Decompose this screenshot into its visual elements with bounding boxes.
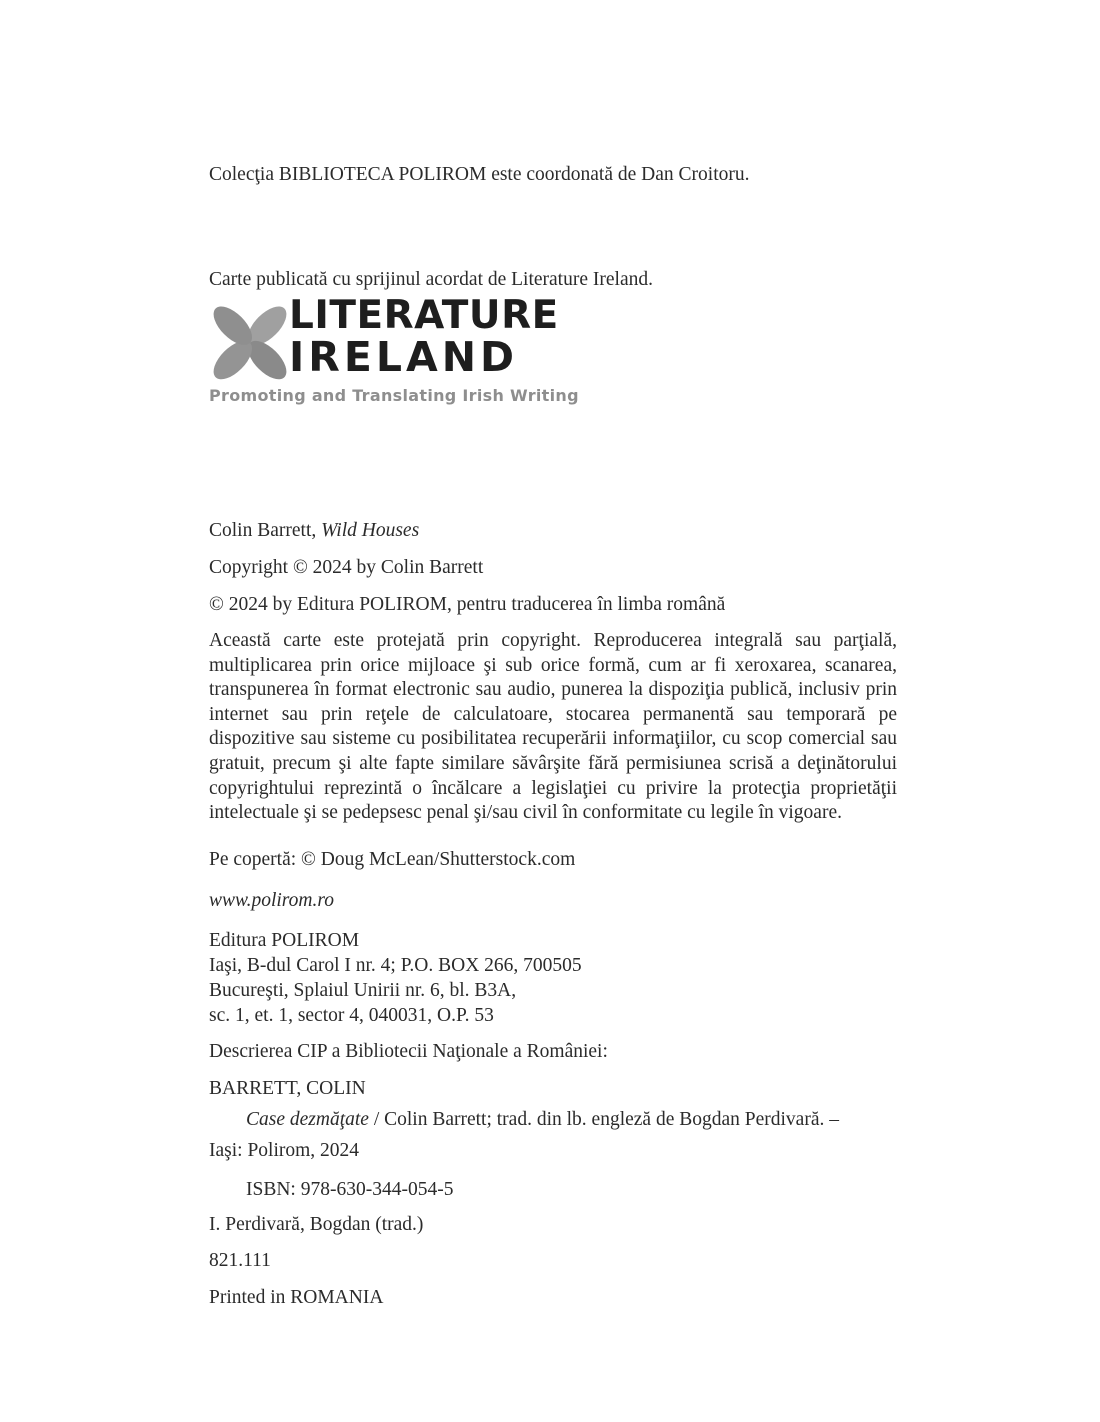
publisher-name: Editura POLIROM bbox=[209, 930, 360, 951]
logo-word-literature: LITERATURE bbox=[289, 293, 559, 338]
cip-entry-rest: / Colin Barrett; trad. din lb. engleză de Bogdan Perdivară. – bbox=[368, 1109, 839, 1130]
isbn: ISBN: 978-630-344-054-5 bbox=[246, 1179, 454, 1200]
cip-entry-line1 bbox=[209, 1107, 839, 1132]
publisher-address-1: Iaşi, B-dul Carol I nr. 4; P.O. BOX 266, 700505 bbox=[209, 955, 582, 976]
copyright-author: Copyright © 2024 by Colin Barrett bbox=[209, 557, 484, 578]
cover-credit: Pe copertă: © Doug McLean/Shutterstock.com bbox=[209, 849, 576, 870]
book-title-line bbox=[209, 518, 419, 543]
flower-icon bbox=[205, 296, 295, 388]
logo-wordmark bbox=[289, 293, 559, 381]
logo-word-ireland: IRELAND bbox=[289, 333, 519, 381]
cip-entry-line2: Iaşi: Polirom, 2024 bbox=[209, 1140, 360, 1161]
cip-heading: Descrierea CIP a Bibliotecii Naţionale a României: bbox=[209, 1041, 608, 1062]
publisher-website: www.polirom.ro bbox=[209, 890, 334, 911]
publisher-address-3: sc. 1, et. 1, sector 4, 040031, O.P. 53 bbox=[209, 1005, 494, 1026]
cip-udc-number: 821.111 bbox=[209, 1250, 271, 1271]
book-title: Wild Houses bbox=[321, 520, 420, 541]
book-author: Colin Barrett, bbox=[209, 520, 322, 541]
printed-in: Printed in ROMANIA bbox=[209, 1287, 384, 1308]
support-note: Carte publicată cu sprijinul acordat de Literature Ireland. bbox=[209, 269, 653, 290]
cip-entry-title: Case dezmăţate bbox=[246, 1109, 369, 1130]
cip-translator: I. Perdivară, Bogdan (trad.) bbox=[209, 1214, 424, 1235]
cip-author: BARRETT, COLIN bbox=[209, 1078, 366, 1099]
publisher-address-block bbox=[209, 928, 582, 1028]
legal-notice: Această carte este protejată prin copyright. Reproducerea integrală sau parţială, multiplicarea prin orice mijloace şi sub orice formă, cum ar fi xeroxarea, scanarea, transpunerea în format electronic sau audio, punerea la dispoziţia publică, inclusiv prin internet sau prin reţele de calculatoare, stocarea permanentă sau temporară pe dispozitive sau sisteme cu posibilitatea recuperării informaţiilor, cu scop comercial sau gratuit, precum şi alte fapte similare săvârşite fără permisiunea scrisă a deţinătorului copyrightului reprezintă o încălcare a legislaţiei cu privire la protecţia proprietăţii intelectuale şi se pedepsesc penal şi/sau civil în conformitate cu legile în vigoare. bbox=[209, 630, 897, 824]
collection-note: Colecţia BIBLIOTECA POLIROM este coordonată de Dan Croitoru. bbox=[209, 164, 750, 185]
copyright-publisher: © 2024 by Editura POLIROM, pentru traducerea în limba română bbox=[209, 594, 726, 615]
literature-ireland-logo bbox=[205, 293, 579, 408]
logo-tagline: Promoting and Translating Irish Writing bbox=[209, 386, 579, 405]
publisher-address-2: Bucureşti, Splaiul Unirii nr. 6, bl. B3A, bbox=[209, 980, 517, 1001]
